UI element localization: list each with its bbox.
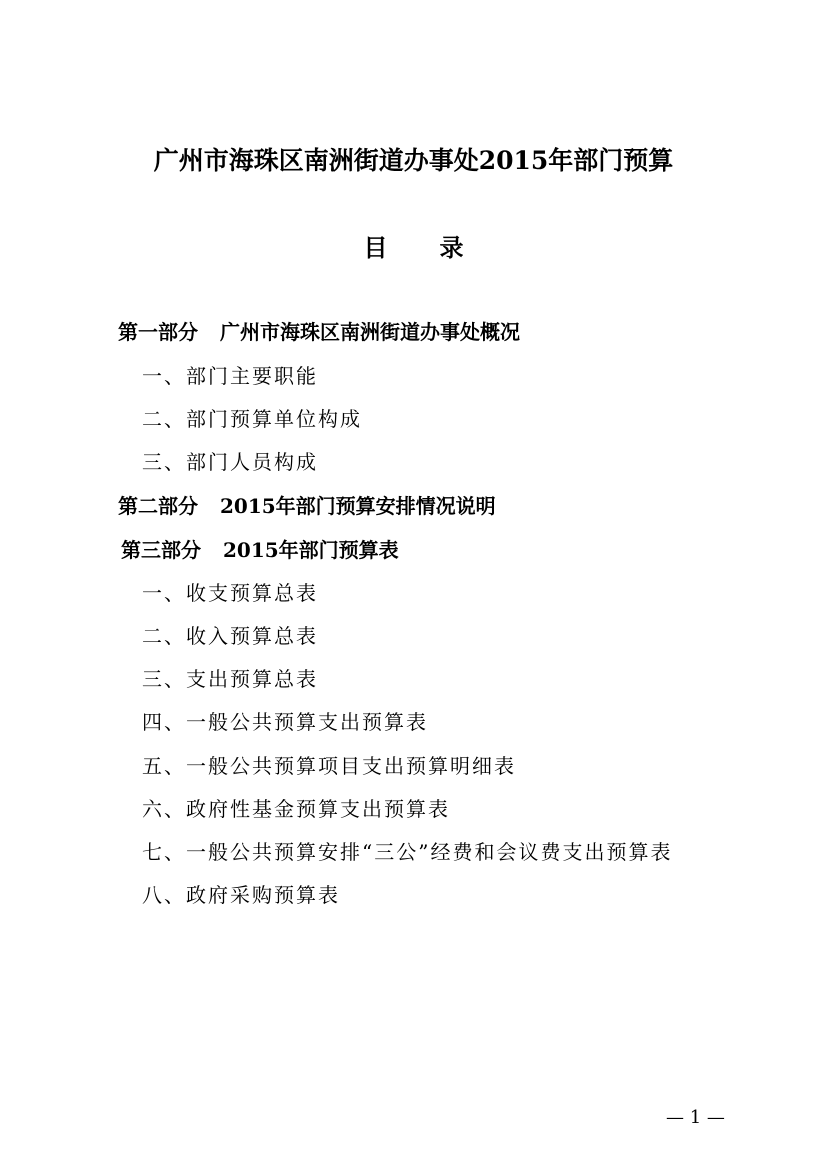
toc-part3-item: 三、支出预算总表: [142, 667, 318, 691]
toc-part3-item: 二、收入预算总表: [142, 624, 318, 648]
toc-part1-item: 一、部门主要职能: [142, 364, 318, 388]
toc-part3-label: 第三部分: [121, 538, 201, 562]
page-number: — 1 —: [666, 1107, 725, 1128]
toc-heading-left: 目: [363, 233, 388, 262]
toc-part1-label: 第一部分: [118, 320, 198, 344]
toc-part3-item: 八、政府采购预算表: [142, 883, 340, 907]
toc-part3-title: 2015年部门预算表: [223, 538, 399, 562]
toc-part3-item: 一、收支预算总表: [142, 581, 318, 605]
toc-part3-item: 五、一般公共预算项目支出预算明细表: [142, 754, 516, 778]
toc-part3-item: 六、政府性基金预算支出预算表: [142, 797, 450, 821]
toc-part3-item: 七、一般公共预算安排“三公”经费和会议费支出预算表: [142, 840, 673, 864]
toc-part1-title: 广州市海珠区南洲街道办事处概况: [220, 320, 520, 344]
toc-part2-title: 2015年部门预算安排情况说明: [220, 494, 496, 518]
toc-part3: [121, 536, 399, 564]
toc-part1-item: 二、部门预算单位构成: [142, 407, 362, 431]
toc-part2: [118, 492, 496, 520]
document-title: 广州市海珠区南洲街道办事处2015年部门预算: [153, 146, 674, 175]
toc-part3-item: 四、一般公共预算支出预算表: [142, 710, 428, 734]
toc-heading-right: 录: [439, 233, 464, 262]
toc-part1: [118, 318, 520, 346]
toc-part1-item: 三、部门人员构成: [142, 450, 318, 474]
toc-heading: [0, 231, 827, 265]
toc-part2-label: 第二部分: [118, 494, 198, 518]
